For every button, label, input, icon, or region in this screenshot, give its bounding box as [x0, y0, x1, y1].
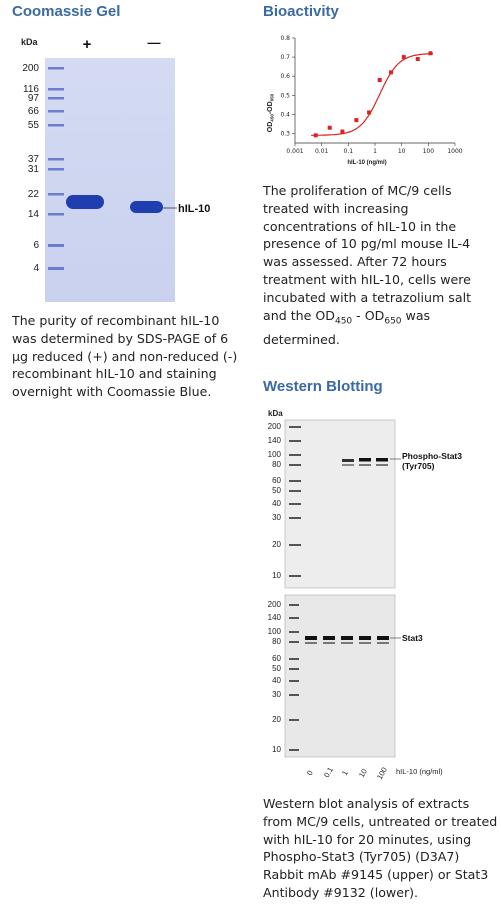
- marker-14: 14: [27, 209, 39, 220]
- lane-plus-label: +: [82, 36, 92, 53]
- svg-text:50: 50: [272, 486, 281, 495]
- band-label-hil10: hIL-10: [178, 203, 211, 215]
- reduced-band: [66, 195, 104, 209]
- phospho-stat3-label: Phospho-Stat3: [402, 451, 462, 461]
- svg-text:60: 60: [272, 476, 281, 485]
- svg-text:30: 30: [272, 690, 281, 699]
- svg-text:10: 10: [272, 571, 281, 580]
- western-kda-label: kDa: [268, 409, 283, 418]
- svg-text:10: 10: [272, 745, 281, 754]
- lane-minus-label: —: [147, 35, 161, 50]
- marker-55: 55: [27, 120, 39, 131]
- x-tick-label: 0.001: [286, 148, 304, 155]
- y-tick-label: 0.8: [280, 35, 290, 42]
- svg-text:100: 100: [267, 627, 281, 636]
- data-point: [402, 55, 406, 59]
- x-tick-label: 10: [397, 148, 406, 155]
- marker-97: 97: [27, 93, 39, 104]
- non-reduced-band: [130, 201, 163, 213]
- gel-background: [45, 58, 175, 302]
- svg-text:50: 50: [272, 664, 281, 673]
- x-tick-label: 100: [422, 148, 435, 155]
- data-point: [428, 51, 432, 55]
- svg-text:40: 40: [272, 499, 281, 508]
- marker-31: 31: [27, 164, 39, 175]
- x-axis-label: hIL-10 (ng/ml): [347, 160, 387, 166]
- lane-10: 10: [356, 767, 369, 779]
- svg-text:80: 80: [272, 637, 281, 646]
- y-axis-label: $OD_{450}-OD_{650}$: [267, 93, 275, 133]
- marker-6: 6: [33, 240, 39, 251]
- marker-22: 22: [27, 189, 39, 200]
- y-tick-label: 0.7: [280, 54, 290, 62]
- kda-label: kDa: [21, 37, 38, 47]
- western-blot-figure: [255, 400, 495, 785]
- data-point: [328, 126, 332, 130]
- coomassie-gel-figure: [0, 28, 240, 304]
- svg-text:200: 200: [267, 600, 281, 609]
- coomassie-description: The purity of recombinant hIL-10 was determined by SDS-PAGE of 6 µg reduced (+) and non-reduced (-) recombinant hIL-10 and staining overnight with Coomassie Blue.: [12, 313, 238, 400]
- coomassie-title: Coomassie Gel: [12, 3, 121, 20]
- marker-4: 4: [33, 263, 39, 274]
- western-title: Western Blotting: [263, 378, 383, 395]
- data-point: [340, 130, 344, 134]
- upper-blot: [285, 420, 395, 588]
- data-point: [367, 110, 371, 114]
- x-tick-label: 1: [373, 148, 377, 155]
- data-point: [389, 70, 393, 74]
- lane-0-1: 0.1: [321, 765, 335, 779]
- lane-unit-label: hIL-10 (ng/ml): [396, 767, 443, 776]
- svg-text:80: 80: [272, 460, 281, 469]
- tyr705-label: (Tyr705): [402, 461, 435, 471]
- lane-100: 100: [374, 765, 389, 781]
- x-tick-label: 0.01: [314, 148, 329, 155]
- x-tick-label: 0.1: [343, 148, 354, 155]
- svg-text:100: 100: [267, 450, 281, 459]
- lane-0: 0: [304, 768, 315, 777]
- data-point: [416, 57, 420, 61]
- svg-text:140: 140: [267, 436, 281, 445]
- marker-66: 66: [27, 106, 39, 117]
- bioactivity-title: Bioactivity: [263, 3, 339, 20]
- svg-text:60: 60: [272, 654, 281, 663]
- y-tick-label: 0.5: [280, 92, 290, 100]
- y-tick-label: 0.3: [280, 130, 290, 138]
- western-description: Western blot analysis of extracts from MC/9 cells, untreated or treated with hIL-10 for 20 minutes, using Phospho-Stat3 (Tyr705) (D3A7) Rabbit mAb #9145 (upper) or Stat3 Antibody #9132 (lower).: [263, 796, 498, 900]
- marker-37: 37: [27, 154, 39, 165]
- marker-116: 116: [23, 84, 39, 95]
- svg-text:200: 200: [267, 422, 281, 431]
- svg-text:140: 140: [267, 613, 281, 622]
- y-tick-label: 0.6: [280, 73, 290, 81]
- lane-1: 1: [339, 768, 350, 777]
- fit-curve: [311, 54, 433, 136]
- svg-text:40: 40: [272, 676, 281, 685]
- svg-text:30: 30: [272, 513, 281, 522]
- y-tick-label: 0.4: [280, 111, 290, 119]
- marker-200: 200: [22, 63, 39, 74]
- bioactivity-text: The proliferation of MC/9 cells treated with increasing concentrations of hIL-10 in the presence of 10 pg/ml mouse IL-4 was assessed. After 72 hours treatment with hIL-10, cells were incubated with a tetrazolium salt and the OD: [263, 183, 472, 323]
- bioactivity-chart: [260, 28, 475, 178]
- data-point: [354, 118, 358, 122]
- data-point: [378, 78, 382, 82]
- svg-text:20: 20: [272, 715, 281, 724]
- bioactivity-description: The proliferation of MC/9 cells treated with increasing concentrations of hIL-10 in the presence of 10 pg/ml mouse IL-4 was assessed. After 72 hours treatment with hIL-10, cells were incubated with a tetrazolium salt and the $OD_{450} - OD_{650}$ was determined.: [263, 183, 472, 347]
- lower-blot: [285, 595, 395, 757]
- svg-text:20: 20: [272, 540, 281, 549]
- data-point: [314, 133, 318, 137]
- stat3-label: Stat3: [402, 633, 423, 643]
- x-tick-label: 1000: [447, 148, 463, 155]
